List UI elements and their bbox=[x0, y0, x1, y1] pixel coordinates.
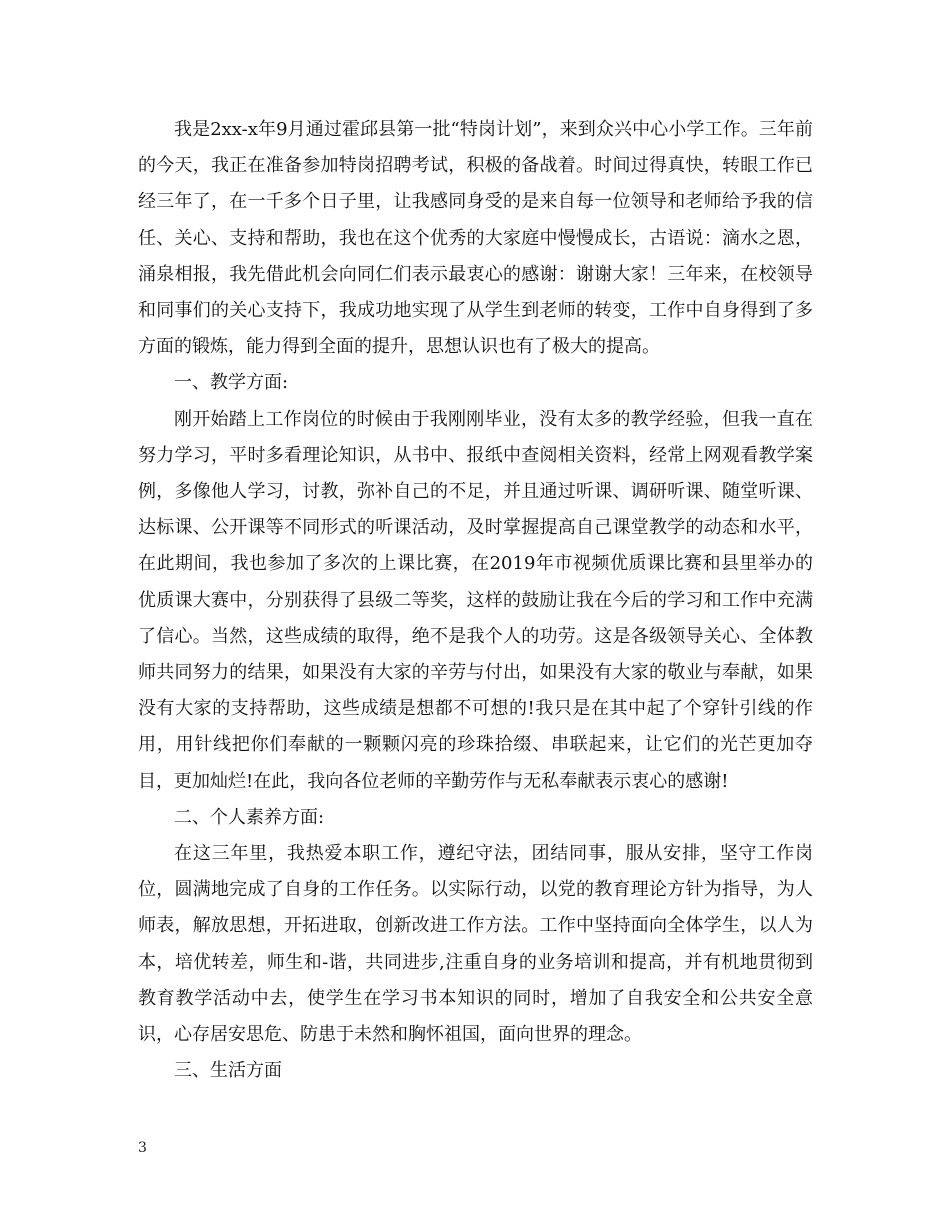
section-heading-teaching: 一、教学方面: bbox=[174, 372, 289, 394]
page-number: 3 bbox=[138, 1140, 147, 1156]
section-heading-life: 三、生活方面 bbox=[174, 1060, 282, 1082]
paragraph-personal: 在这三年里，我热爱本职工作，遵纪守法，团结同事，服从安排，坚守工作岗位，圆满地完成了自身的工作任务。以实际行动，以党的教育理论方针为指导，为人师表，解放思想，开拓进取，创新改进工作方法。工作中坚持面向全体学生，以人为本，培优转差，师生和-谐，共同进步,注重自身的业务培训和提高，并有机地贯彻到教育教学活动中去，使学生在学习书本知识的同时，增加了自我安全和公共安全意识，心存居安思危、防患于未然和胸怀祖国，面向世界的理念。 bbox=[138, 843, 813, 1046]
paragraph-intro: 我是2xx-x年9月通过霍邱县第一批“特岗计划”，来到众兴中心小学工作。三年前的今天，我正在准备参加特岗招聘考试，积极的备战着。时间过得真快，转眼工作已经三年了，在一千多个日子里，让我感同身受的是来自每一位领导和老师给予我的信任、关心、支持和帮助，我也在这个优秀的大家庭中慢慢成长，古语说：滴水之恩，涌泉相报，我先借此机会向同仁们表示最衷心的感谢：谢谢大家！三年来，在校领导和同事们的关心支持下，我成功地实现了从学生到老师的转变，工作中自身得到了多方面的锻炼，能力得到全面的提升，思想认识也有了极大的提高。 bbox=[138, 119, 813, 358]
section-heading-personal: 二、个人素养方面: bbox=[174, 806, 325, 828]
document-body bbox=[138, 112, 813, 1089]
paragraph-teaching: 刚开始踏上工作岗位的时候由于我刚刚毕业，没有太多的教学经验，但我一直在努力学习，平时多看理论知识，从书中、报纸中查阅相关资料，经常上网观看教学案例，多像他人学习，讨教，弥补自己的不足，并且通过听课、调研听课、随堂听课、达标课、公开课等不同形式的听课活动，及时掌握提高自己课堂教学的动态和水平，在此期间，我也参加了多次的上课比赛，在2019年市视频优质课比赛和县里举办的优质课大赛中，分别获得了县级二等奖，这样的鼓励让我在今后的学习和工作中充满了信心。当然，这些成绩的取得，绝不是我个人的功劳。这是各级领导关心、全体教师共同努力的结果，如果没有大家的辛劳与付出，如果没有大家的敬业与奉献，如果没有大家的支持帮助，这些成绩是想都不可想的!我只是在其中起了个穿针引线的作用，用针线把你们奉献的一颗颗闪亮的珍珠拾缀、串联起来，让它们的光芒更加夺目，更加灿烂!在此，我向各位老师的辛勤劳作与无私奉献表示衷心的感谢! bbox=[138, 408, 813, 792]
